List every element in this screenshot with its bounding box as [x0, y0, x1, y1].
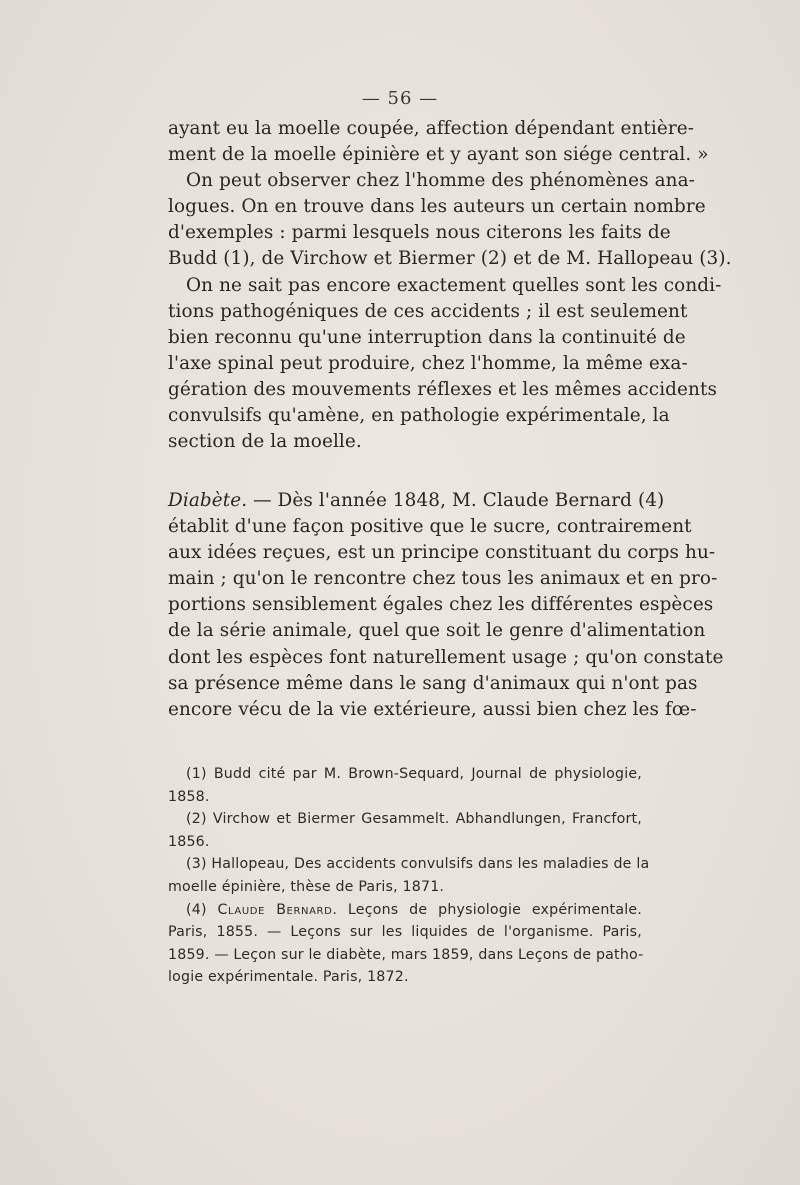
author-name: Claude Bernard: [217, 901, 333, 918]
text-line: de la série animale, quel que soit le genre d'alimentation: [168, 620, 706, 642]
footnote-line: logie expérimentale. Paris, 1872.: [168, 969, 409, 986]
text-segment: (4): [186, 901, 218, 918]
text-line: ment de la moelle épinière et y ayant son siége central. »: [168, 144, 709, 166]
footnote-line: (1) Budd cité par M. Brown-Sequard, Journal de physiologie,: [186, 766, 642, 782]
text-line: tions pathogéniques de ces accidents ; il est seulement: [168, 300, 688, 322]
section-heading: Diabète.: [168, 490, 248, 511]
body-text: [168, 116, 732, 455]
text-line: main ; qu'on le rencontre chez tous les animaux et en pro-: [168, 568, 718, 590]
page-number: — 56 —: [361, 88, 439, 109]
diabete-first-line: [168, 488, 665, 514]
text-line: établit d'une façon positive que le sucre, contrairement: [168, 516, 692, 538]
text-segment: — Dès l'année 1848, M. Claude Bernard (4): [247, 490, 665, 511]
text-line: encore vécu de la vie extérieure, aussi bien chez les fœ-: [168, 698, 697, 720]
text-line: l'axe spinal peut produire, chez l'homme, la même exa-: [168, 352, 688, 374]
text-segment: . Leçons de physiologie expérimentale.: [332, 901, 642, 918]
footnote-line: (3) Hallopeau, Des accidents convulsifs dans les maladies de la: [186, 856, 650, 873]
footnote-line: 1859. — Leçon sur le diabète, mars 1859, dans Leçons de patho-: [168, 946, 644, 963]
footnotes: [168, 763, 650, 989]
text-line: bien reconnu qu'une interruption dans la continuité de: [168, 326, 686, 348]
text-line: Budd (1), de Virchow et Biermer (2) et de M. Hallopeau (3).: [168, 248, 732, 270]
text-line: convulsifs qu'amène, en pathologie expérimentale, la: [168, 405, 670, 427]
text-line: section de la moelle.: [168, 431, 362, 453]
text-line: ayant eu la moelle coupée, affection dépendant entière-: [168, 118, 695, 139]
footnote-line: (2) Virchow et Biermer Gesammelt. Abhandlungen, Francfort,: [186, 811, 642, 828]
footnote-line: 1856.: [168, 833, 210, 850]
text-line: sa présence même dans le sang d'animaux qui n'ont pas: [168, 672, 698, 694]
text-line: On ne sait pas encore exactement quelles sont les condi-: [186, 274, 722, 296]
text-line: gération des mouvements réflexes et les mêmes accidents: [168, 378, 718, 400]
footnote-line: Paris, 1855. — Leçons sur les liquides de l'organisme. Paris,: [168, 924, 642, 941]
text-line: d'exemples : parmi lesquels nous citerons les faits de: [168, 222, 671, 244]
text-line: On peut observer chez l'homme des phénomènes ana-: [186, 170, 695, 192]
footnote-line: moelle épinière, thèse de Paris, 1871.: [168, 878, 445, 895]
footnote-4-first-line: [168, 899, 642, 922]
diabete-section: [168, 488, 724, 723]
footnote-line: 1858.: [168, 788, 210, 805]
text-line: logues. On en trouve dans les auteurs un certain nombre: [168, 196, 706, 218]
text-line: portions sensiblement égales chez les différentes espèces: [168, 594, 714, 616]
text-line: aux idées reçues, est un principe constituant du corps hu-: [168, 542, 716, 564]
text-line: dont les espèces font naturellement usage ; qu'on constate: [168, 646, 724, 668]
